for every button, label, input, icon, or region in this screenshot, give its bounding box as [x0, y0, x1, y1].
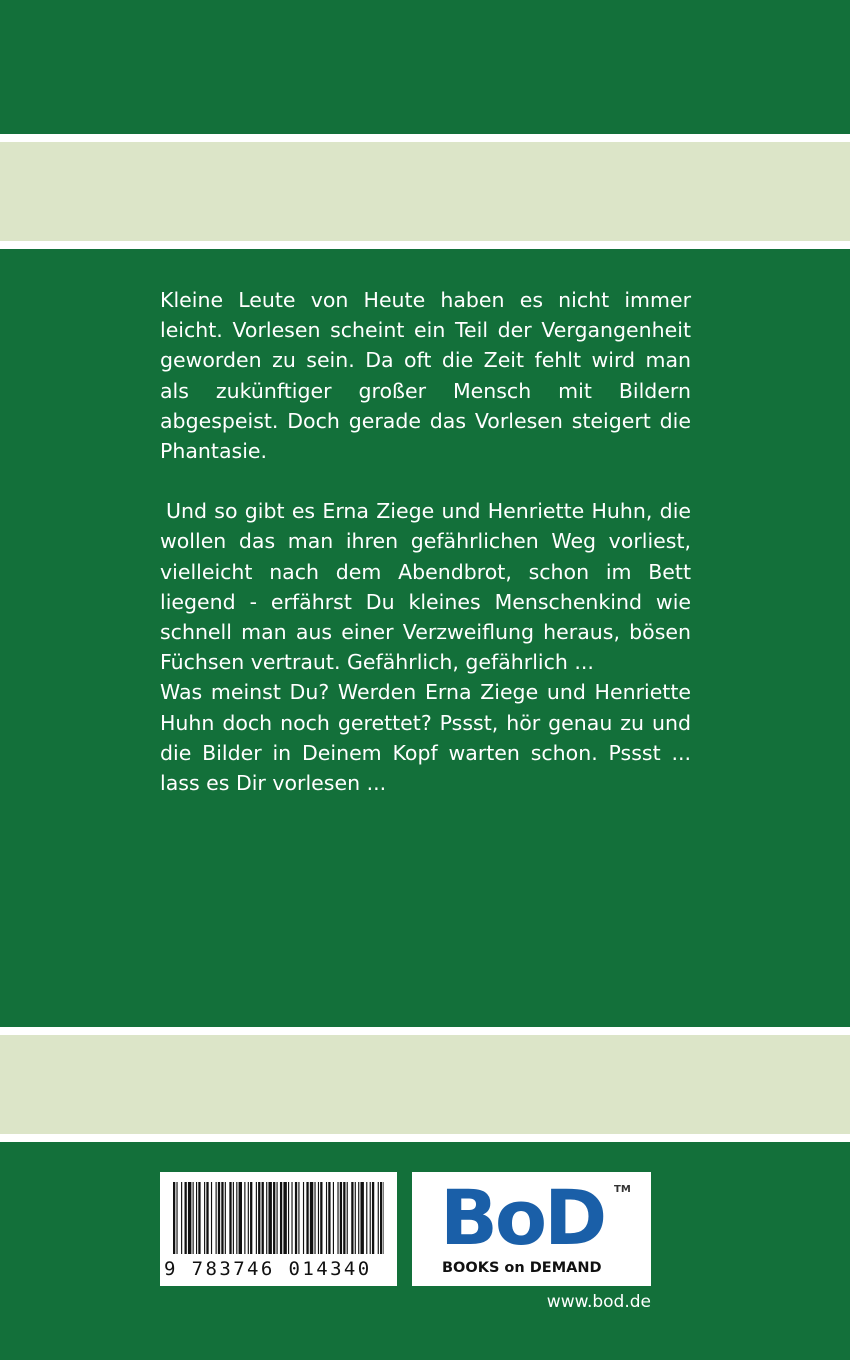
isbn-barcode: [160, 1172, 397, 1286]
barcode-bar: [283, 1182, 286, 1254]
barcode-bar: [239, 1182, 242, 1254]
blurb-paragraph-3: Was meinst Du? Werden Erna Ziege und Henriette Huhn doch noch gerettet? Pssst, hör genau zu und die Bilder in Deinem Kopf warten schon. Pssst ... lass es Dir vorlesen ...: [160, 680, 691, 796]
barcode-bar: [206, 1182, 208, 1254]
barcode-bar: [204, 1182, 205, 1254]
barcode-bar: [370, 1182, 371, 1254]
back-cover-blurb: [160, 285, 691, 798]
barcode-bar: [250, 1182, 252, 1254]
barcode-bar: [229, 1182, 231, 1254]
barcode-bar: [314, 1182, 315, 1254]
barcode-bar: [291, 1182, 292, 1254]
barcode-bar: [347, 1182, 348, 1254]
barcode-bar: [244, 1182, 245, 1254]
barcode-bar: [372, 1182, 374, 1254]
barcode-bar: [340, 1182, 342, 1254]
barcode-bar: [366, 1182, 367, 1254]
barcode-bar: [358, 1182, 359, 1254]
barcode-bar: [310, 1182, 313, 1254]
top-band: [0, 142, 850, 241]
barcode-bar: [266, 1182, 267, 1254]
barcode-bars: [173, 1182, 384, 1254]
barcode-bar: [320, 1182, 322, 1254]
barcode-bar: [378, 1182, 379, 1254]
bottom-band-line-lower: [0, 1134, 850, 1142]
barcode-bar: [173, 1182, 175, 1254]
blurb-paragraph-2: Und so gibt es Erna Ziege und Henriette Huhn, die wollen das man ihren gefährlichen Weg vorliest, vielleicht nach dem Abendbrot, schon im Bett liegend - erfährst Du kleines Menschenkind wie schnell man aus einer Verzweiflung heraus, bösen Füchsen vertraut. Gefährlich, gefährlich ...: [160, 499, 691, 675]
barcode-bar: [328, 1182, 330, 1254]
barcode-bar: [193, 1182, 194, 1254]
barcode-bar: [188, 1182, 191, 1254]
barcode-bar: [318, 1182, 319, 1254]
barcode-bar: [196, 1182, 197, 1254]
top-band-line-lower: [0, 241, 850, 249]
barcode-bar: [326, 1182, 327, 1254]
barcode-bar: [333, 1182, 334, 1254]
barcode-bar: [262, 1182, 264, 1254]
barcode-bar: [258, 1182, 260, 1254]
bottom-band-line-upper: [0, 1027, 850, 1035]
barcode-bar: [360, 1182, 363, 1254]
publisher-tagline: BOOKS on DEMAND: [442, 1260, 602, 1276]
barcode-bar: [198, 1182, 200, 1254]
barcode-bar: [288, 1182, 289, 1254]
barcode-bar: [277, 1182, 278, 1254]
barcode-bar: [268, 1182, 271, 1254]
barcode-bar: [303, 1182, 304, 1254]
isbn-number: 9 783746 014340: [164, 1258, 372, 1280]
barcode-bar: [337, 1182, 338, 1254]
barcode-bar: [273, 1182, 275, 1254]
barcode-bar: [181, 1182, 182, 1254]
publisher-logo: [412, 1172, 651, 1286]
trademark-mark: TM: [614, 1184, 631, 1195]
barcode-bar: [298, 1182, 299, 1254]
barcode-bar: [383, 1182, 384, 1254]
barcode-bar: [236, 1182, 237, 1254]
barcode-bar: [351, 1182, 353, 1254]
barcode-bar: [343, 1182, 345, 1254]
barcode-bar: [306, 1182, 308, 1254]
bod-logo-text: BoD: [440, 1173, 605, 1262]
paragraph-gap: [160, 466, 691, 496]
publisher-url[interactable]: www.bod.de: [546, 1292, 651, 1312]
barcode-bar: [221, 1182, 223, 1254]
barcode-bar: [218, 1182, 220, 1254]
top-band-line-upper: [0, 134, 850, 142]
barcode-bar: [176, 1182, 177, 1254]
blurb-paragraph-1: Kleine Leute von Heute haben es nicht immer leicht. Vorlesen scheint ein Teil der Vergangenheit geworden zu sein. Da oft die Zeit fehlt wird man als zukünftiger großer Mensch mit Bildern abgespeist. Doch gerade das Vorlesen steigert die Phantasie.: [160, 288, 691, 464]
barcode-bar: [256, 1182, 257, 1254]
barcode-bar: [233, 1182, 234, 1254]
barcode-bar: [185, 1182, 187, 1254]
barcode-bar: [248, 1182, 249, 1254]
barcode-bar: [295, 1182, 297, 1254]
bottom-band: [0, 1035, 850, 1134]
barcode-bar: [211, 1182, 212, 1254]
barcode-bar: [216, 1182, 217, 1254]
barcode-bar: [355, 1182, 356, 1254]
barcode-bar: [280, 1182, 282, 1254]
barcode-bar: [225, 1182, 226, 1254]
barcode-bar: [380, 1182, 382, 1254]
